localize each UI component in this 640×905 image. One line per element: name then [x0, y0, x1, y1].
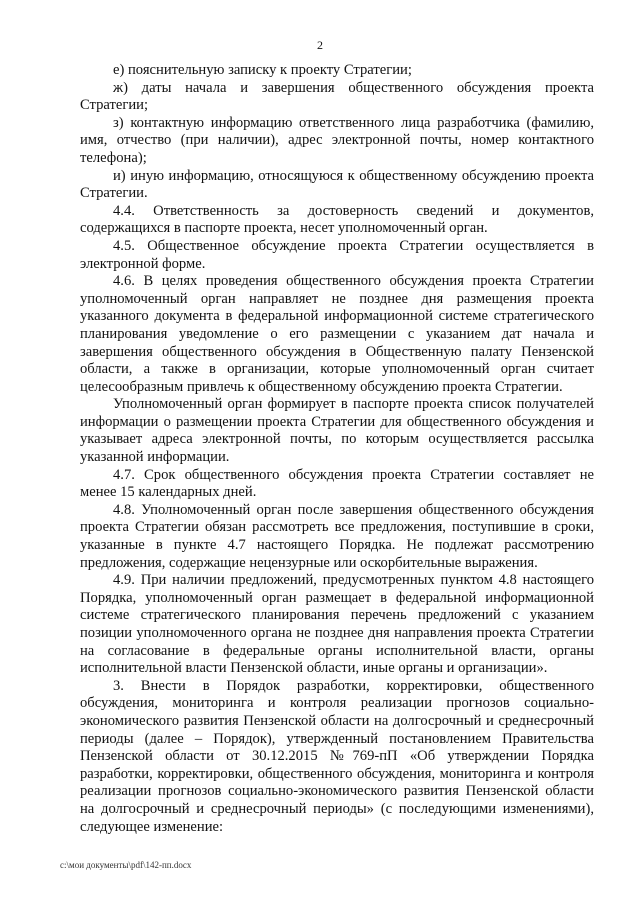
paragraph-3: 3. Внести в Порядок разработки, корректировки, общественного обсуждения, мониторинга и контроля реализации прогнозов социально-экономического развития Пензенской области на долгосрочный и среднесрочный периоды (далее – Порядок), утвержденный постановлением Правительства Пензенской области от 30.12.2015 №769-пП «Об утверждении Порядка разработки, корректировки, общественного обсуждения, мониторинга и контроля реализации прогнозов социально-экономического развития Пензенской области на долгосрочный и среднесрочный периоды» (с последующими изменениями), следующее изменение: [80, 677, 594, 835]
paragraph-4-9: 4.9. При наличии предложений, предусмотренных пунктом 4.8 настоящего Порядка, уполномоченный орган размещает в федеральной информационной системе стратегического планирования перечень предложений с указанием позиции уполномоченного органа не позднее дня направления проекта Стратегии на согласование в федеральные органы исполнительной власти, органы исполнительной власти Пензенской области, иные органы и организации». [80, 572, 594, 677]
footer-file-path: c:\мои документы\pdf\142-пп.docx [60, 860, 192, 870]
paragraph-4-4: 4.4. Ответственность за достоверность сведений и документов, содержащихся в паспорте проекта, несет уполномоченный орган. [80, 202, 594, 237]
paragraph-4-6-continued: Уполномоченный орган формирует в паспорте проекта список получателей информации о размещении проекта Стратегии для общественного обсуждения и указывает адреса электронной почты, по которым осуществляется рассылка указанной информации. [80, 396, 594, 466]
paragraph-item-z: з) контактную информацию ответственного лица разработчика (фамилию, имя, отчество (при наличии), адрес электронной почты, номер контактного телефона); [80, 114, 594, 166]
paragraph-4-8: 4.8. Уполномоченный орган после завершения общественного обсуждения проекта Стратегии обязан рассмотреть все предложения, поступившие в сроки, указанные в пункте 4.7 настоящего Порядка. Не подлежат рассмотрению предложения, содержащие нецензурные или оскорбительные выражения. [80, 501, 594, 571]
paragraph-4-5: 4.5. Общественное обсуждение проекта Стратегии осуществляется в электронной форме. [80, 237, 594, 272]
paragraph-item-e: е) пояснительную записку к проекту Стратегии; [113, 62, 412, 78]
paragraph-4-6: 4.6. В целях проведения общественного обсуждения проекта Стратегии уполномоченный орган направляет не позднее дня размещения проекта указанного документа в федеральной информационной системе стратегического планирования уведомление о его размещении с указанием дат начала и завершения общественного обсуждения в Общественную палату Пензенской области, а также в организации, которые уполномоченный орган считает целесообразным привлечь к общественному обсуждению проекта Стратегии. [80, 273, 594, 395]
paragraph-item-zh: ж) даты начала и завершения общественного обсуждения проекта Стратегии; [80, 79, 594, 114]
paragraph-4-7: 4.7. Срок общественного обсуждения проекта Стратегии составляет не менее 15 календарных дней. [80, 466, 594, 501]
document-body [80, 62, 594, 836]
page-number: 2 [317, 38, 323, 52]
paragraph-item-i: и) иную информацию, относящуюся к общественному обсуждению проекта Стратегии. [80, 167, 594, 202]
